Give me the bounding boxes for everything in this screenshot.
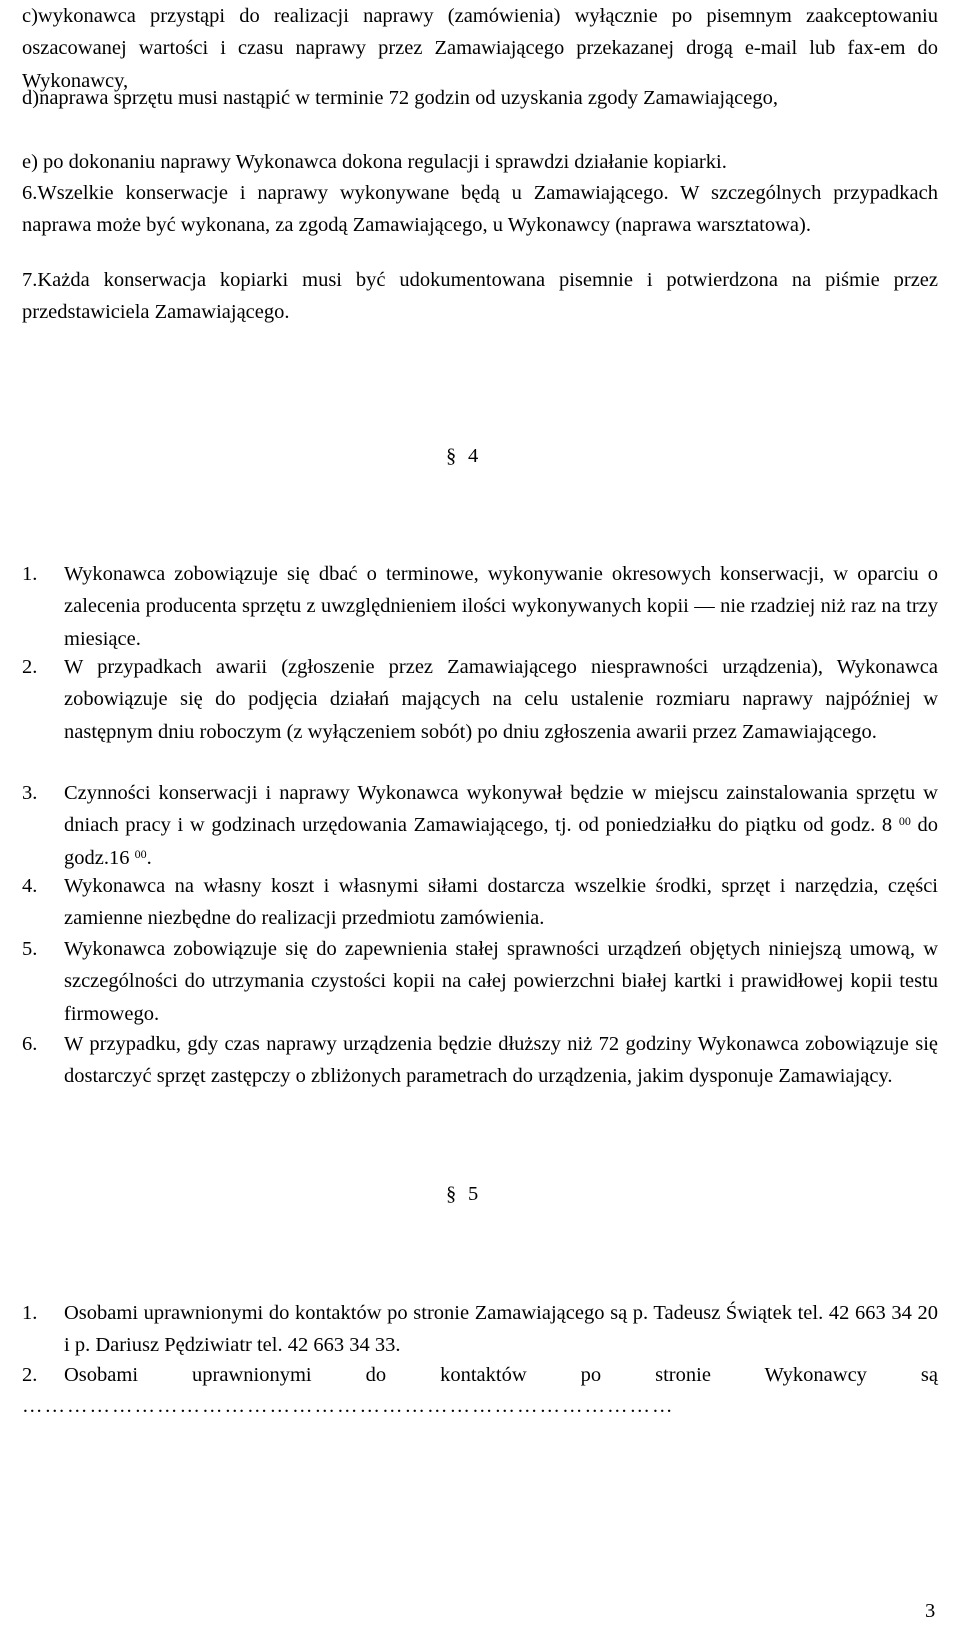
item-text: Osobami uprawnionymi do kontaktów po stronie Wykonawcy są <box>64 1364 938 1386</box>
paragraph-e: e) po dokonaniu naprawy Wykonawca dokona regulacji i sprawdzi działanie kopiarki. <box>22 151 727 173</box>
s4-item-5 <box>22 933 938 1033</box>
item-text: Wykonawca na własny koszt i własnymi siłami dostarcza wszelkie środki, sprzęt i narzędzia, części zamienne niezbędne do realizacji przedmiotu zamówienia. <box>64 875 938 930</box>
s5-item-2 <box>22 1359 938 1393</box>
item-number: 5. <box>22 938 38 960</box>
item-text: Osobami uprawnionymi do kontaktów po stronie Zamawiającego są p. Tadeusz Świątek tel. 42 663 34 20 i p. Dariusz Pędziwiatr tel. 42 663 34 33. <box>64 1302 938 1357</box>
s4-item-2 <box>22 651 938 781</box>
item-number: 1. <box>22 1302 38 1324</box>
paragraph-c: c)wykonawca przystąpi do realizacji naprawy (zamówienia) wyłącznie po pisemnym zaakceptowaniu oszacowanej wartości i czasu naprawy przez Zamawiającego przekazanej drogą e-mail lub fax-em do Wykonawcy, <box>22 5 938 92</box>
s4-item-4 <box>22 870 938 940</box>
item-text: Czynności konserwacji i naprawy Wykonawca wykonywał będzie w miejscu zainstalowania sprzętu w dniach pracy i w godzinach urzędowania Zamawiającego, tj. od poniedziałku do piątku od godz. 8 $^{00}$ do godz.16 $^{00}$. <box>64 782 938 869</box>
section-5-heading <box>446 1178 478 1210</box>
item-number: 3. <box>22 782 38 804</box>
item-number: 2. <box>22 1364 38 1386</box>
section-4-heading <box>446 440 478 472</box>
paragraph-d: d)naprawa sprzętu musi nastąpić w terminie 72 godzin od uzyskania zgody Zamawiającego, <box>22 87 778 109</box>
section-mark: § <box>446 1183 457 1205</box>
paragraph-6: 6.Wszelkie konserwacje i naprawy wykonywane będą u Zamawiającego. W szczególnych przypadkach naprawa może być wykonana, za zgodą Zamawiającego, u Wykonawcy (naprawa warsztatowa). <box>22 182 938 237</box>
section-mark: § <box>446 445 457 467</box>
item-number: 2. <box>22 656 38 678</box>
s4-item-1 <box>22 558 938 658</box>
item-number: 1. <box>22 563 38 585</box>
paragraph-7: 7.Każda konserwacja kopiarki musi być udokumentowana pisemnie i potwierdzona na piśmie przez przedstawiciela Zamawiającego. <box>22 269 938 324</box>
item-number: 6. <box>22 1033 38 1055</box>
item-text: Wykonawca zobowiązuje się do zapewnienia stałej sprawności urządzeń objętych niniejszą umową, w szczególności do utrzymania czystości kopii na całej powierzchni białej kartki i prawidłowej kopii testu firmowego. <box>64 938 938 1025</box>
item-text: W przypadkach awarii (zgłoszenie przez Zamawiającego niesprawności urządzenia), Wykonawca zobowiązuje się do podjęcia działań mających na celu ustalenie rozmiaru naprawy najpóźniej w następnym dniu roboczym (z wyłączeniem sobót) po dniu zgłoszenia awarii przez Zamawiającego. <box>64 656 938 743</box>
page-number: 3 <box>925 1600 936 1622</box>
s4-item-3 <box>22 777 938 877</box>
item-number: 4. <box>22 875 38 897</box>
section-number: 5 <box>468 1183 479 1205</box>
section-number: 4 <box>468 445 479 467</box>
signature-dots: …………………………………………………………………………… <box>22 1395 675 1417</box>
item-text: Wykonawca zobowiązuje się dbać o terminowe, wykonywanie okresowych konserwacji, w oparciu o zalecenia producenta sprzętu z uwzględnieniem ilości wykonywanych kopii — nie rzadziej niż raz na trzy miesiące. <box>64 563 938 650</box>
item-text: W przypadku, gdy czas naprawy urządzenia będzie dłuższy niż 72 godziny Wykonawca zobowiązuje się dostarczyć sprzęt zastępczy o zbliżonych parametrach do urządzenia, jakim dysponuje Zamawiający. <box>64 1033 938 1088</box>
s5-item-1 <box>22 1297 938 1367</box>
s4-item-6 <box>22 1028 938 1128</box>
